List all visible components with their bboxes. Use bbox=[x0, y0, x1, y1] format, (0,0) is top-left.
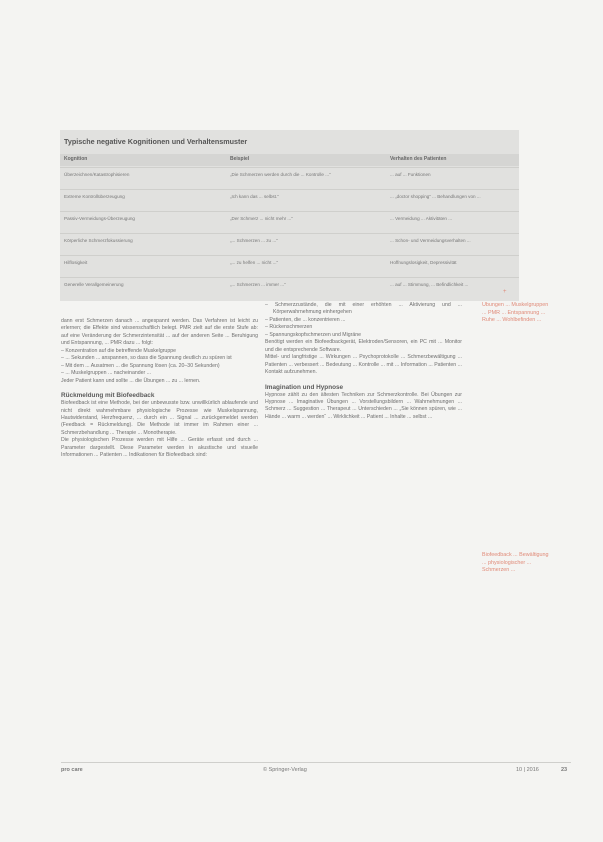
journal-name: pro care bbox=[61, 767, 83, 773]
plus-marker: + bbox=[503, 289, 507, 295]
body-paragraph: Mittel- und langfristige ... Wirkungen ... Psychoprotokolle ... Schmerzbewältigung ... Patienten ... verbessert ... Bedeutung ... Kontrolle ... mit ... Information ... Patienten ... Kontakt aufzunehmen. bbox=[265, 354, 462, 376]
list-item: – Spannungskopfschmerzen und Migräne bbox=[265, 331, 362, 338]
list-item: – Schmerzzustände, die mit einer erhöhten ... Aktivierung und ... Körperwahrnehmung einhergehen bbox=[265, 302, 462, 316]
page-number: 23 bbox=[561, 767, 568, 773]
table-cell: „Die Schmerzen werden durch die ... Kontrolle ...“ bbox=[230, 172, 331, 177]
table-header-cell: Beispiel bbox=[230, 156, 250, 162]
table-row bbox=[60, 211, 519, 234]
table-cell: Extreme Kontrollüberzeugung bbox=[64, 194, 125, 199]
table-title: Typische negative Kognitionen und Verhaltensmuster bbox=[64, 137, 248, 146]
table-header-cell: Verhalten des Patienten bbox=[390, 156, 447, 162]
table-cell: Generelle Verallgemeinerung bbox=[64, 282, 124, 287]
list-item: – Mit dem ... Ausatmen ... die Spannung lösen (ca. 20–30 Sekunden) bbox=[61, 362, 220, 369]
body-paragraph: Die physiologischen Prozesse werden mit Hilfe ... Geräte erfasst und durch ... Parameter dargestellt. Diese Parameter werden in akustische und visuelle Informationen ... Patienten ... Indikationen für Biofeedback sind: bbox=[61, 437, 258, 459]
table-row bbox=[60, 277, 519, 300]
body-column-left bbox=[61, 318, 258, 723]
table-header-row bbox=[60, 154, 519, 166]
copyright-notice: © Springer-Verlag bbox=[263, 767, 307, 773]
table-cell: Hilflosigkeit bbox=[64, 260, 88, 265]
body-column-right bbox=[265, 302, 462, 722]
list-item: – Rückenschmerzen bbox=[265, 324, 313, 331]
table-cell: Körperliche Schmerzfokussierung bbox=[64, 238, 133, 243]
table-cell: „Ich kann das ... selbst.“ bbox=[230, 194, 279, 199]
issue-date: 10 | 2016 bbox=[516, 767, 539, 773]
table-cell: „Der Schmerz ... nicht mehr ...“ bbox=[230, 216, 293, 221]
table-cell: ... auf ... Funktionen bbox=[390, 172, 431, 177]
table-cell: „... zu helfen ... nicht ...“ bbox=[230, 260, 278, 265]
table-row bbox=[60, 189, 519, 212]
section-heading: Rückmeldung mit Biofeedback bbox=[61, 392, 155, 400]
info-table bbox=[60, 130, 519, 301]
table-row bbox=[60, 255, 519, 278]
table-row bbox=[60, 233, 519, 256]
margin-note: Übungen ... Muskelgruppen ... PMR ... Entspannung ... Ruhe ... Wohlbefinden ... bbox=[482, 302, 549, 324]
table-cell: ... „doctor shopping“ ... Behandlungen von ... bbox=[390, 194, 481, 199]
list-item: – Konzentration auf die betreffende Muskelgruppe bbox=[61, 347, 176, 354]
table-header-cell: Kognition bbox=[64, 156, 88, 162]
body-paragraph: Benötigt werden ein Biofeedbackgerät, Elektroden/Sensoren, ein PC mit ... Monitor und die entsprechende Software. bbox=[265, 339, 462, 353]
table-cell: ... Schon- und Vermeidungsverhalten ... bbox=[390, 238, 471, 243]
table-cell: „... Schmerzen ... immer ...“ bbox=[230, 282, 286, 287]
table-cell: Hoffnungslosigkeit, Depressivität bbox=[390, 260, 457, 265]
table-cell: ... auf ... Stimmung, ... Befindlichkeit ... bbox=[390, 282, 469, 287]
section-heading: Imagination und Hypnose bbox=[265, 383, 344, 391]
table-cell: Überzeichnen/Katastrophisieren bbox=[64, 172, 130, 177]
list-item: – Patienten, die ... konzentrieren ... bbox=[265, 316, 346, 323]
list-item: – ... Muskelgruppen ... nacheinander ... bbox=[61, 370, 151, 377]
body-paragraph: Hypnose zählt zu den ältesten Techniken zur Schmerzkontrolle. Bei Übungen zur Hypnose ... Imaginative Übungen ... Vorstellungsbildern ... Wahrnehmungen ... Schmerz ... Suggestion ... Therapeut ... Unterschieden ... „Sie können spüren, wie ... Hände ... warm ... werden“ ... Wirklichkeit ... Patient ... Inhalte ... selbst ... bbox=[265, 391, 462, 420]
body-paragraph: Jeder Patient kann und sollte ... die Übungen ... zu ... lernen. bbox=[61, 377, 201, 384]
table-cell: Passiv-Vermeidungs-Überzeugung bbox=[64, 216, 135, 221]
margin-note: Biofeedback ... Bewältigung ... physiologischer ... Schmerzen ... bbox=[482, 552, 549, 574]
list-item: – ... Sekunden ... anspannen, so dass die Spannung deutlich zu spüren ist bbox=[61, 355, 232, 362]
table-row bbox=[60, 167, 519, 190]
table-cell: ... Vermeidung ... Aktivitäten ... bbox=[390, 216, 453, 221]
table-cell: „... Schmerzen ... zu ...“ bbox=[230, 238, 278, 243]
body-paragraph: Biofeedback ist eine Methode, bei der unbewusste bzw. unwillkürlich ablaufende und nicht direkt wahrnehmbare physiologische Prozesse wie Muskelspannung, Hautwiderstand, Herzfrequenz, ... durch ein ... Signal ... zurückgemeldet werden (Feedback = Rückmeldung). Die Methode ist immer im Rahmen einer ... Schmerzbehandlung ... Therapie ... Monotherapie. bbox=[61, 400, 258, 436]
body-paragraph: dann erst Schmerzen danach ... angespannt werden. Das Verfahren ist leicht zu erlernen; die Effekte sind wissenschaftlich belegt. PMR zielt auf die erste Stufe ab: auf eine Veränderung der Schmerzintensität ... auf der anderen Seite ... Beruhigung und Entspannung, ... PMR dazu ... folgt: bbox=[61, 318, 258, 347]
footer-divider bbox=[61, 762, 571, 763]
